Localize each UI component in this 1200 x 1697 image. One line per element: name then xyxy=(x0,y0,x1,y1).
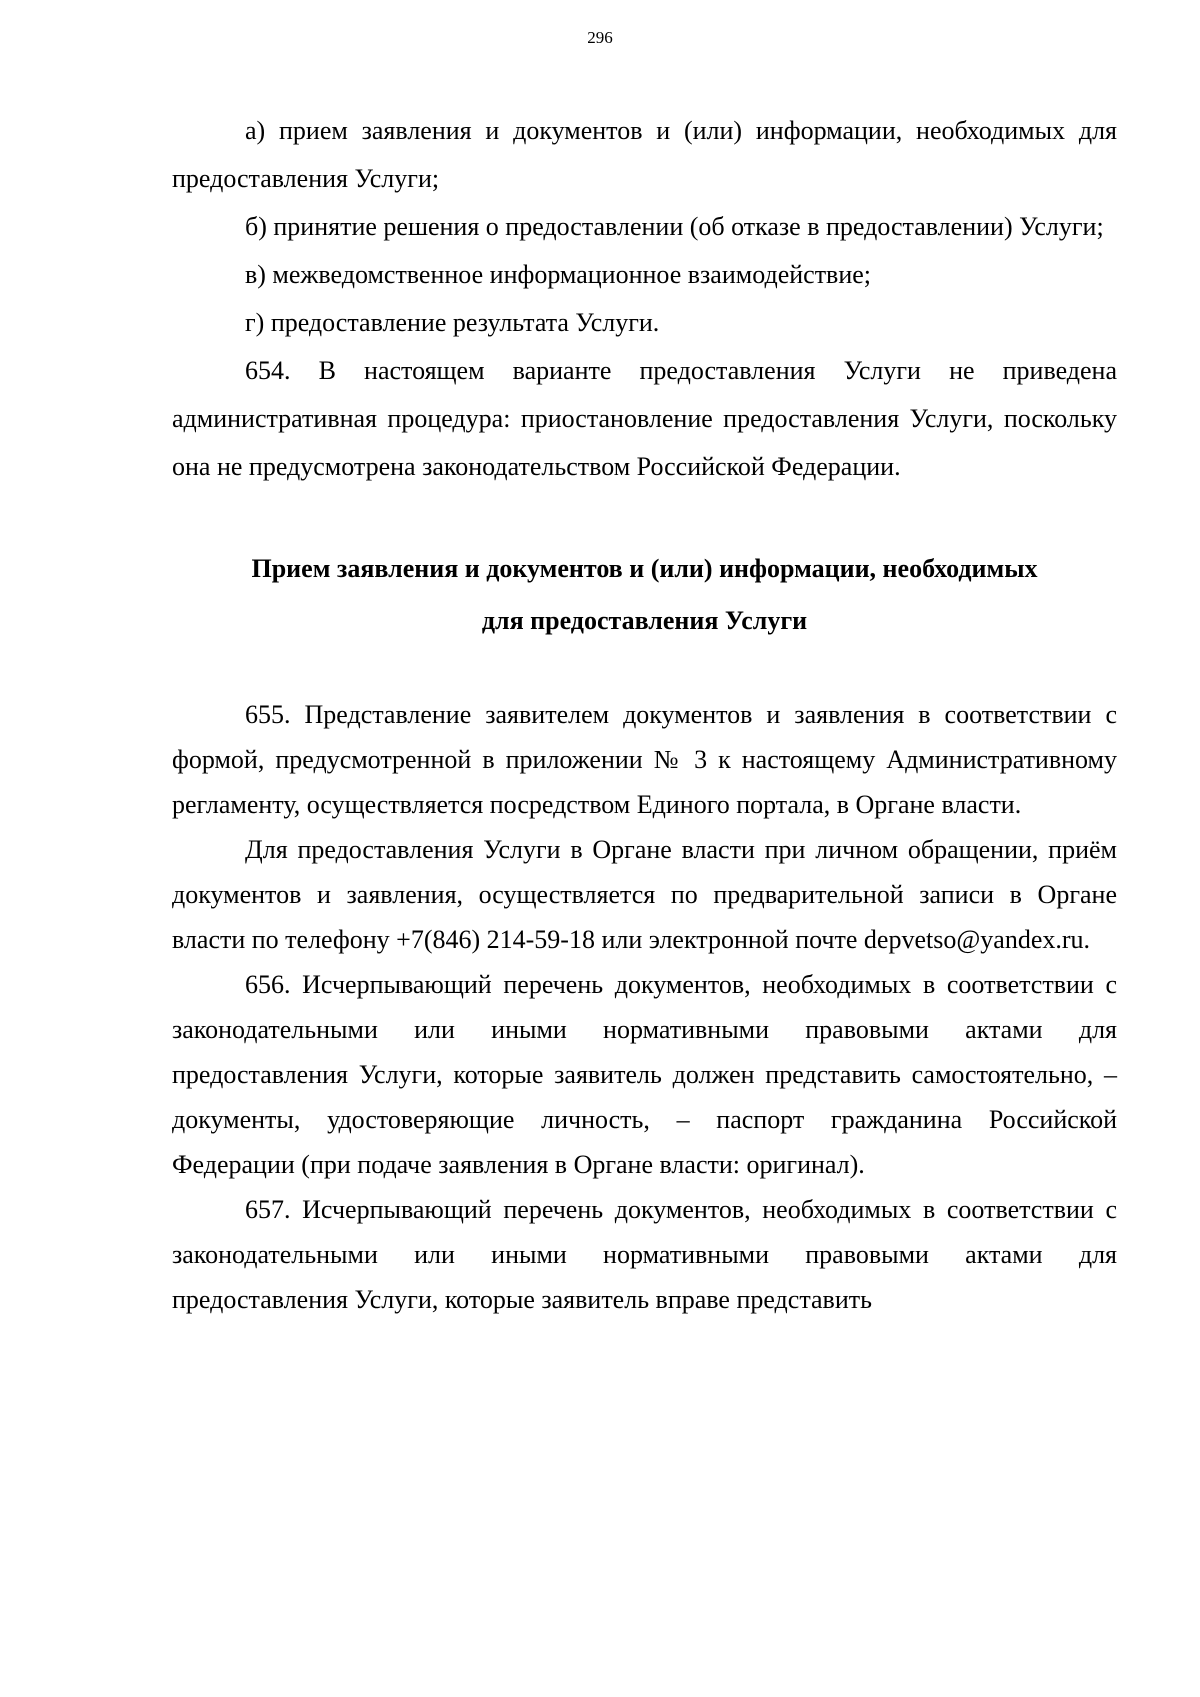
list-item-v: в) межведомственное информационное взаимодействие; xyxy=(245,260,872,289)
paragraph-656: 656. Исчерпывающий перечень документов, необходимых в соответствии с законодательными или иными нормативными правовыми актами для предоставления Услуги, которые заявитель должен представить самостоятельно, – документы, удостоверяющие личность, – паспорт гражданина Российской Федерации (при подаче заявления в Органе власти: оригинал). xyxy=(172,970,1117,1179)
document-body xyxy=(172,107,1117,1322)
paragraph-654: 654. В настоящем варианте предоставления Услуги не приведена административная процедура: приостановление предоставления Услуги, поскольку она не предусмотрена законодательством Российской Федерации. xyxy=(172,356,1117,481)
list-item-g: г) предоставление результата Услуги. xyxy=(245,308,660,337)
section-heading xyxy=(172,543,1117,647)
section-heading-line-2: для предоставления Услуги xyxy=(481,606,808,635)
list-item-a: а) прием заявления и документов и (или) информации, необходимых для предоставления Услуги; xyxy=(172,116,1117,193)
list-item-b: б) принятие решения о предоставлении (об отказе в предоставлении) Услуги; xyxy=(245,212,1104,241)
paragraph-657: 657. Исчерпывающий перечень документов, необходимых в соответствии с законодательными или иными нормативными правовыми актами для предоставления Услуги, которые заявитель вправе представить xyxy=(172,1195,1117,1314)
paragraph-655-contact: Для предоставления Услуги в Органе власти при личном обращении, приём документов и заявления, осуществляется по предварительной записи в Органе власти по телефону +7(846) 214-59-18 или электронной почте depvetso@yandex.ru. xyxy=(172,835,1117,954)
section-heading-line-1: Прием заявления и документов и (или) информации, необходимых xyxy=(251,554,1038,583)
page-number: 296 xyxy=(587,28,613,47)
paragraph-655: 655. Представление заявителем документов и заявления в соответствии с формой, предусмотренной в приложении № 3 к настоящему Административному регламенту, осуществляется посредством Единого портала, в Органе власти. xyxy=(172,700,1117,819)
